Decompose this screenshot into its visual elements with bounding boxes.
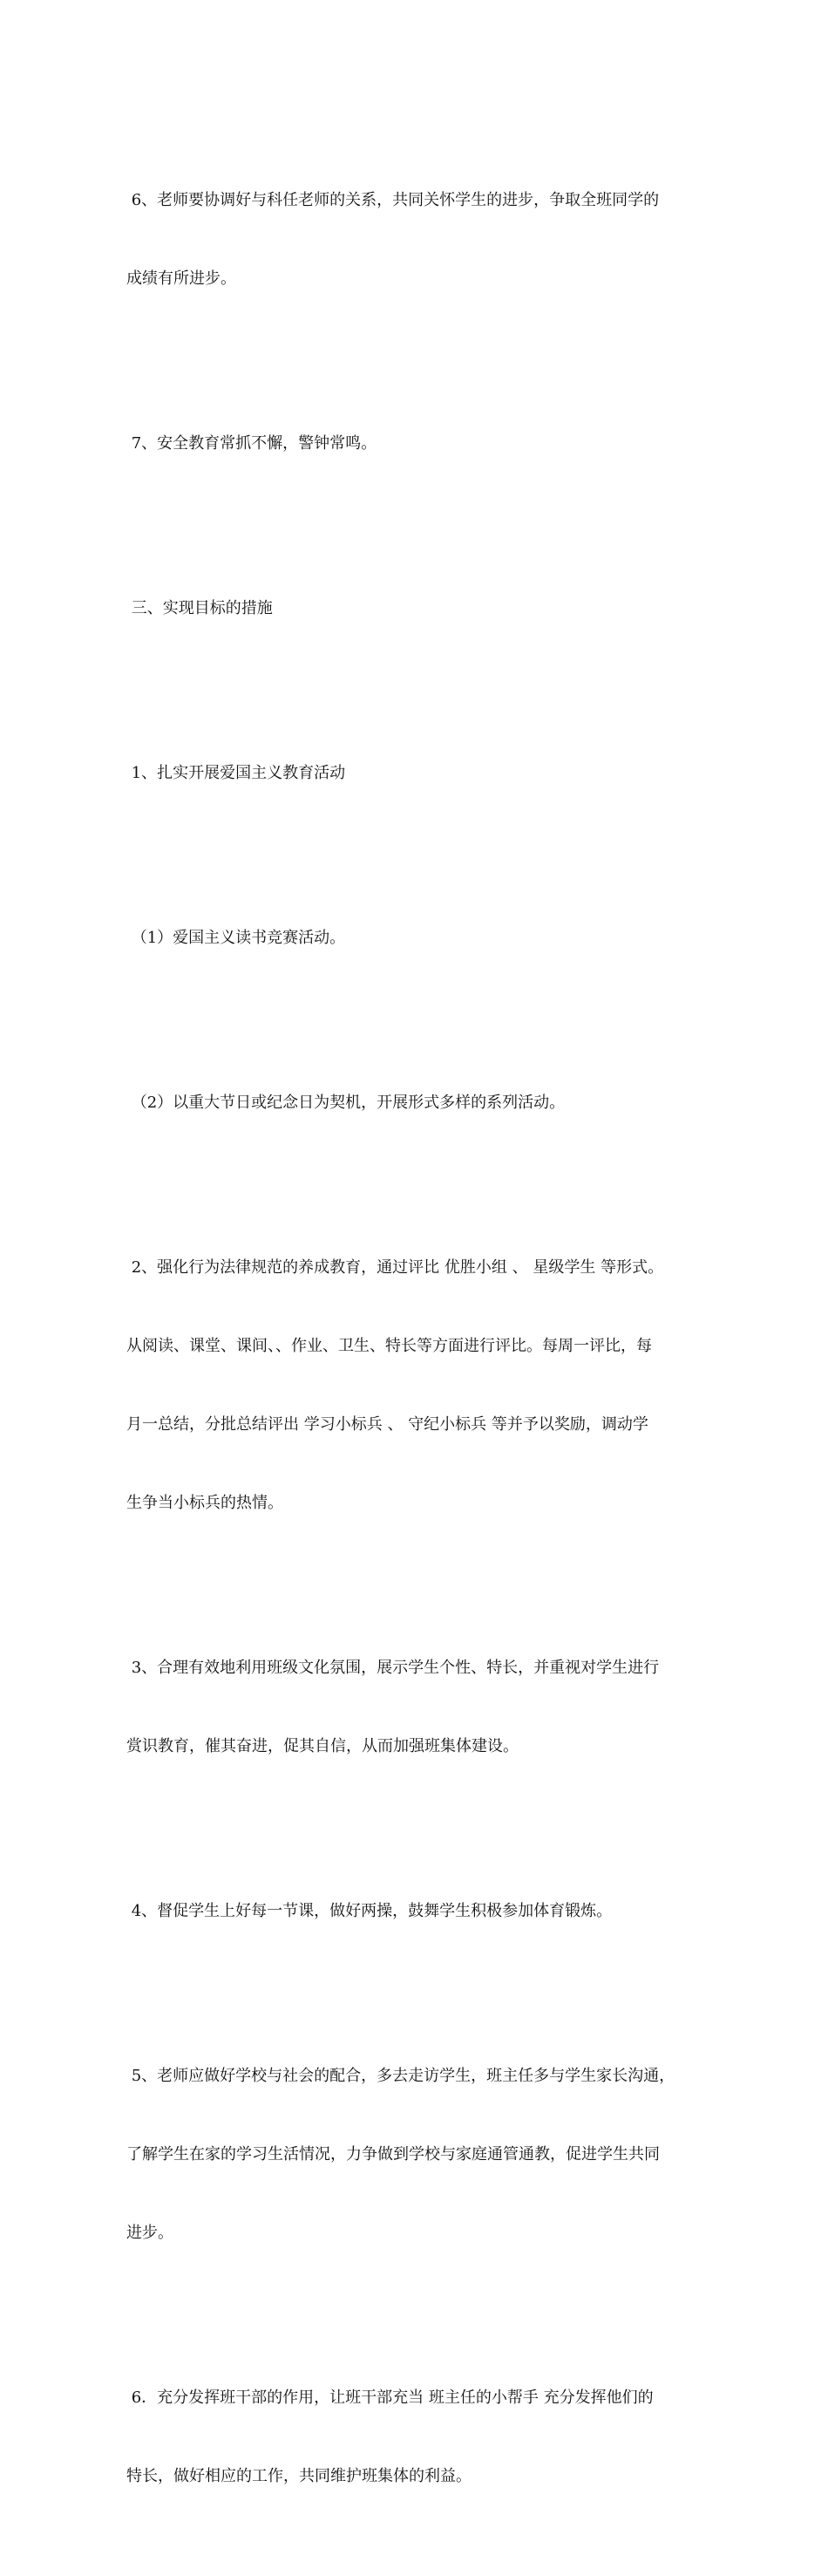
text-line: 从阅读、课堂、课间、、作业、卫生、特长等方面进行评比。每周一评比，每 [126, 1337, 652, 1355]
paragraph-measure-1-sub-1 [126, 873, 706, 1004]
document-body [126, 135, 706, 2576]
text-line: （2）以重大节日或纪念日为契机，开展形式多样的系列活动。 [126, 1094, 566, 1112]
paragraph-measure-4 [126, 1846, 706, 1977]
text-line: 特长，做好相应的工作，共同维护班集体的利益。 [126, 2467, 472, 2485]
text-line: （1）爱国主义读书竞赛活动。 [126, 929, 346, 947]
section-heading-measures [126, 543, 706, 674]
text-line: 进步。 [126, 2224, 173, 2242]
text-line: 2、强化行为法律规范的养成教育，通过评比 优胜小组 、 星级学生 等形式。 [126, 1258, 664, 1277]
text-line: 成绩有所进步。 [126, 269, 236, 288]
text-line: 1、扎实开展爱国主义教育活动 [126, 764, 346, 782]
paragraph-item-7-safety [126, 378, 706, 509]
text-line: 三、实现目标的措施 [126, 599, 273, 617]
text-line: 6．充分发挥班干部的作用，让班干部充当 班主任的小帮手 充分发挥他们的 [126, 2389, 654, 2407]
paragraph-measure-6 [126, 2333, 706, 2542]
text-line: 生争当小标兵的热情。 [126, 1494, 283, 1512]
text-line: 4、督促学生上好每一节课，做好两操，鼓舞学生积极参加体育锻炼。 [126, 1902, 613, 1920]
text-line: 7、安全教育常抓不懈，警钟常鸣。 [126, 434, 377, 453]
paragraph-measure-1 [126, 708, 706, 839]
text-line: 6、老师要协调好与科任老师的关系，共同关怀学生的进步，争取全班同学的 [126, 191, 660, 209]
paragraph-measure-2 [126, 1203, 706, 1569]
text-line: 了解学生在家的学习生活情况，力争做到学校与家庭通管通教，促进学生共同 [126, 2145, 660, 2164]
text-line: 3、合理有效地利用班级文化氛围，展示学生个性、特长，并重视对学生进行 [126, 1659, 660, 1677]
text-line: 5、老师应做好学校与社会的配合，多去走访学生，班主任多与学生家长沟通， [126, 2067, 675, 2085]
paragraph-measure-3 [126, 1603, 706, 1812]
paragraph-item-6-coordination [126, 135, 706, 344]
text-line: 月一总结，分批总结评出 学习小标兵 、 守纪小标兵 等并予以奖励，调动学 [126, 1415, 648, 1434]
paragraph-measure-5 [126, 2011, 706, 2299]
text-line: 赏识教育，催其奋进，促其自信，从而加强班集体建设。 [126, 1737, 519, 1755]
paragraph-measure-1-sub-2 [126, 1038, 706, 1169]
